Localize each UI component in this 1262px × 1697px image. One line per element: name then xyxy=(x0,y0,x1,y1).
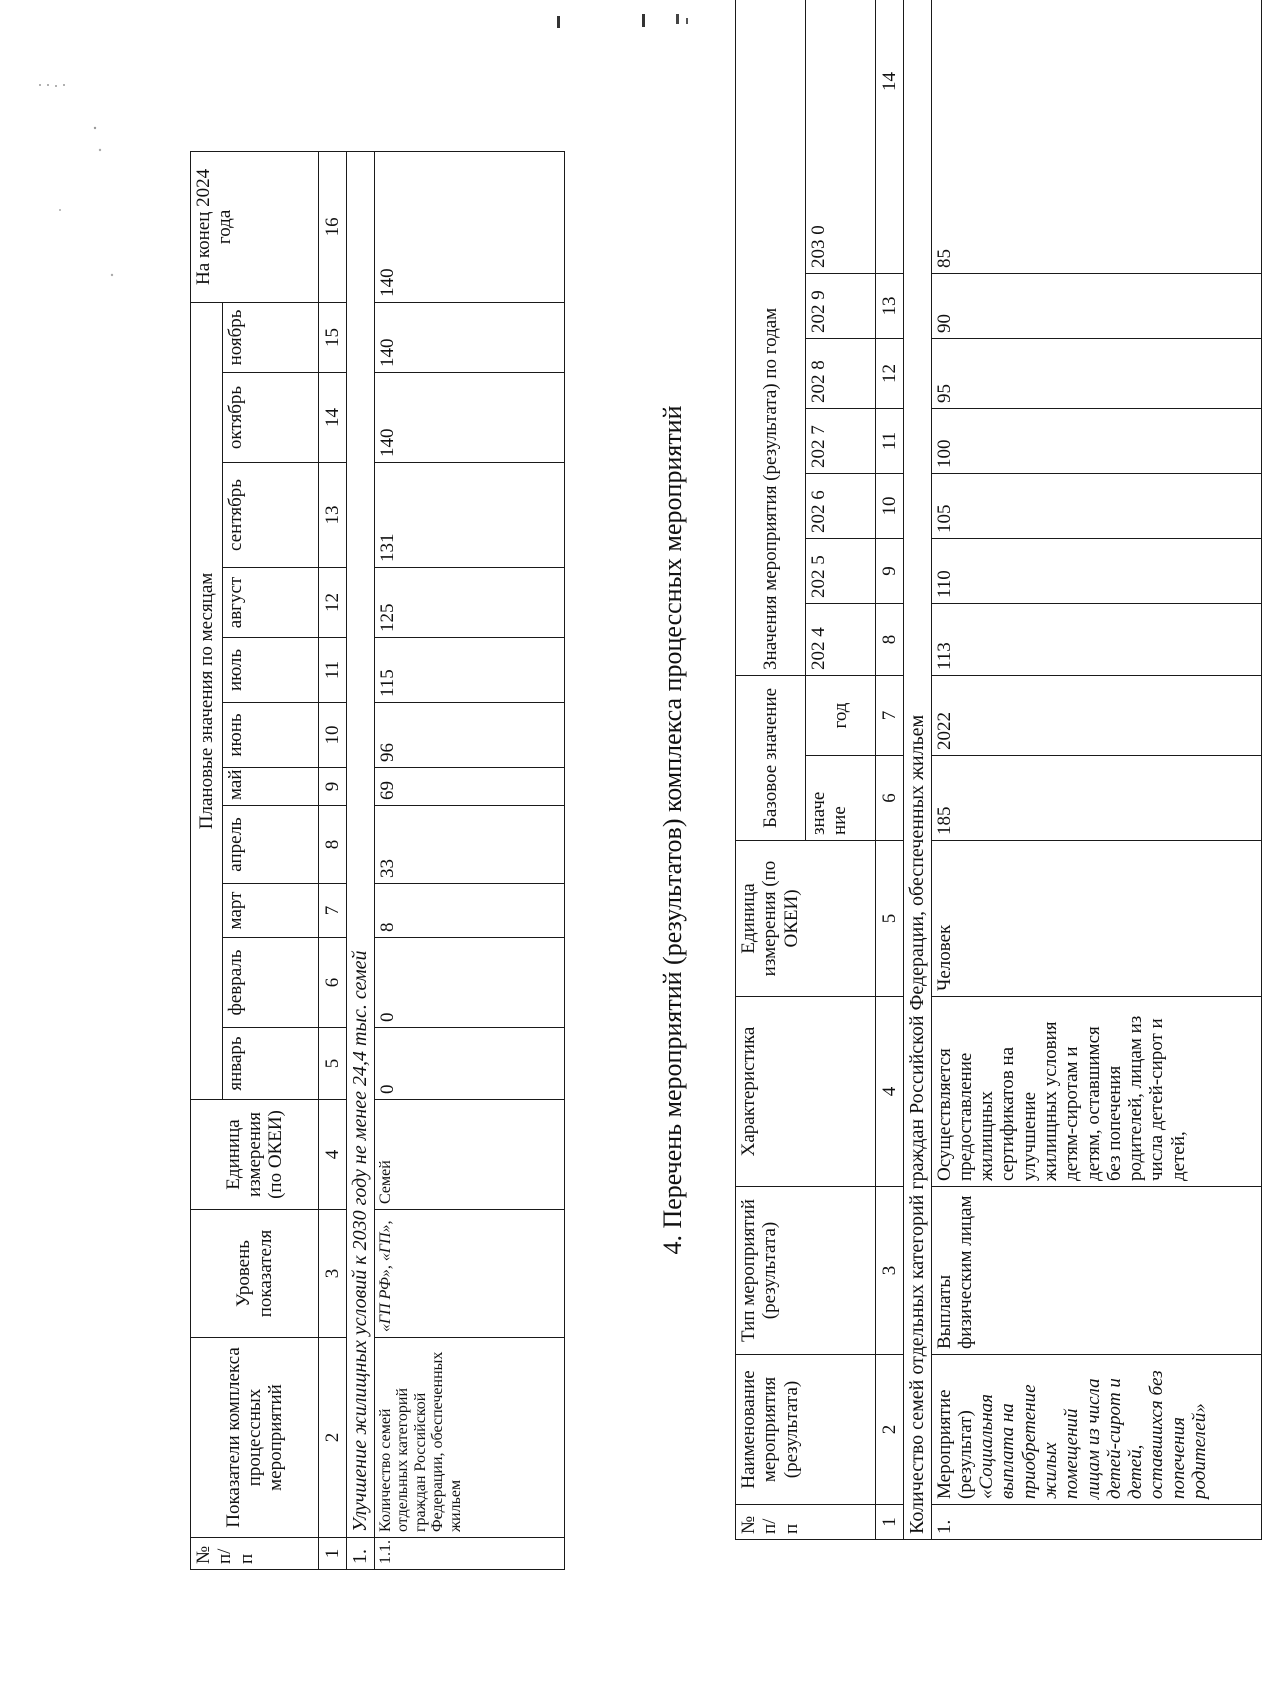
th-month: июль xyxy=(223,638,319,703)
col-number: 4 xyxy=(319,1100,347,1210)
col-number: 8 xyxy=(876,603,904,675)
th-level: Уровень показателя xyxy=(191,1210,319,1338)
col-number: 2 xyxy=(319,1338,347,1538)
month-value: 0 xyxy=(374,1028,564,1100)
col-number: 5 xyxy=(876,841,904,997)
section-title: Количество семей отдельных категорий граждан Российской Федерации, обеспеченных жильем xyxy=(904,0,931,1540)
th-base-value: значе ние xyxy=(806,756,876,841)
th-month: август xyxy=(223,568,319,638)
th-month: ноябрь xyxy=(223,302,319,372)
th-num: № п/ п xyxy=(736,1505,876,1540)
row-num: 1.1. xyxy=(374,1538,564,1570)
col-number: 3 xyxy=(319,1210,347,1338)
month-value: 0 xyxy=(374,938,564,1028)
th-month: июнь xyxy=(223,703,319,768)
th-month: апрель xyxy=(223,806,319,884)
col-number: 2 xyxy=(876,1355,904,1505)
activities-table xyxy=(735,0,1262,1540)
column-number-row xyxy=(876,0,904,1540)
indicator-name: Количество семей отдельных категорий граждан Российской Федерации, обеспеченных жильем xyxy=(374,1338,564,1538)
col-number: 7 xyxy=(319,884,347,938)
th-num: № п/п xyxy=(191,1538,319,1570)
base-year: 2022 xyxy=(931,675,1261,755)
activity-name-plain: Мероприятие (результат) xyxy=(933,1389,976,1499)
col-number: 11 xyxy=(876,408,904,473)
col-number: 7 xyxy=(876,675,904,755)
col-number: 9 xyxy=(876,538,904,603)
th-month: февраль xyxy=(223,938,319,1028)
th-month: октябрь xyxy=(223,373,319,463)
col-number: 1 xyxy=(876,1505,904,1540)
month-value: 96 xyxy=(374,703,564,768)
activity-unit: Человек xyxy=(931,841,1261,997)
base-value: 185 xyxy=(931,756,1261,841)
col-number: 12 xyxy=(876,338,904,408)
activity-characteristic: Осуществляется предоставление жилищных сертификатов на улучшение жилищных условия детям-сиротам и детям, оставшимся без попечения родителей, лицам из числа детей-сирот и детей, xyxy=(931,997,1261,1187)
year-value: 90 xyxy=(931,273,1261,338)
activity-name xyxy=(931,1355,1261,1505)
th-characteristic: Характеристика xyxy=(736,997,876,1187)
th-month: март xyxy=(223,884,319,938)
th-name: Наименование мероприятия (результата) xyxy=(736,1355,876,1505)
year-value: 110 xyxy=(931,538,1261,603)
th-type: Тип мероприятий (результата) xyxy=(736,1187,876,1355)
th-base-group: Базовое значение xyxy=(736,675,806,840)
section-row xyxy=(347,151,374,1569)
th-year: 202 5 xyxy=(806,538,876,603)
col-number: 13 xyxy=(319,463,347,568)
col-number: 9 xyxy=(319,768,347,806)
th-year: 202 4 xyxy=(806,603,876,675)
month-value: 140 xyxy=(374,302,564,372)
year-value: 95 xyxy=(931,338,1261,408)
col-number: 10 xyxy=(876,473,904,538)
th-years-group: Значения мероприятия (результата) по годам xyxy=(736,0,806,675)
col-number: 14 xyxy=(319,373,347,463)
th-unit: Единица измерения (по ОКЕИ) xyxy=(191,1100,319,1210)
indicator-level: «ГП РФ», «ГП», xyxy=(374,1210,564,1338)
table-row xyxy=(374,151,564,1569)
month-value: 69 xyxy=(374,768,564,806)
monthly-plan-table xyxy=(190,151,565,1570)
month-value: 8 xyxy=(374,884,564,938)
col-number: 1 xyxy=(319,1538,347,1570)
activity-type: Выплаты физическим лицам xyxy=(931,1187,1261,1355)
th-base-year: год xyxy=(806,675,876,755)
col-number: 12 xyxy=(319,568,347,638)
col-number: 6 xyxy=(319,938,347,1028)
col-number: 16 xyxy=(319,151,347,302)
year-value: 113 xyxy=(931,603,1261,675)
section-title: Улучшение жилищных условий к 2030 году не менее 24,4 тыс. семей xyxy=(347,151,374,1537)
th-month: май xyxy=(223,768,319,806)
th-year: 202 7 xyxy=(806,408,876,473)
col-number: 10 xyxy=(319,703,347,768)
section-num: 1. xyxy=(347,1538,374,1570)
th-year: 202 8 xyxy=(806,338,876,408)
col-number: 14 xyxy=(876,0,904,273)
th-monthly-group: Плановые значения по месяцам xyxy=(191,302,223,1099)
col-number: 5 xyxy=(319,1028,347,1100)
th-year: 202 6 xyxy=(806,473,876,538)
th-indicator: Показатели комплекса процессных мероприятий xyxy=(191,1338,319,1538)
rotated-page xyxy=(190,71,1260,1570)
year-value: 85 xyxy=(931,0,1261,273)
section-heading: 4. Перечень мероприятий (результатов) комплекса процессных мероприятий xyxy=(658,405,687,1255)
row-num: 1. xyxy=(931,1505,1261,1540)
th-year-end: На конец 2024 года xyxy=(191,151,319,302)
th-month: сентябрь xyxy=(223,463,319,568)
th-year: 202 9 xyxy=(806,273,876,338)
section-row xyxy=(904,0,931,1540)
col-number: 11 xyxy=(319,638,347,703)
th-unit: Единица измерения (по ОКЕИ) xyxy=(736,841,876,997)
indicator-unit: Семей xyxy=(374,1100,564,1210)
col-number: 4 xyxy=(876,997,904,1187)
table-row xyxy=(931,0,1261,1540)
col-number: 3 xyxy=(876,1187,904,1355)
year-value: 100 xyxy=(931,408,1261,473)
month-value: 115 xyxy=(374,638,564,703)
activity-name-italic: «Социальная выплата на приобретение жилых помещений лицам из числа детей-сирот и детей, оставшихся без попечения родителей» xyxy=(976,1370,1210,1499)
th-month: январь xyxy=(223,1028,319,1100)
column-number-row xyxy=(319,151,347,1569)
month-value: 131 xyxy=(374,463,564,568)
th-year: 203 0 xyxy=(806,0,876,273)
year-value: 105 xyxy=(931,473,1261,538)
year-end-value: 140 xyxy=(374,151,564,302)
col-number: 13 xyxy=(876,273,904,338)
month-value: 140 xyxy=(374,373,564,463)
col-number: 6 xyxy=(876,756,904,841)
month-value: 125 xyxy=(374,568,564,638)
col-number: 15 xyxy=(319,302,347,372)
col-number: 8 xyxy=(319,806,347,884)
month-value: 33 xyxy=(374,806,564,884)
